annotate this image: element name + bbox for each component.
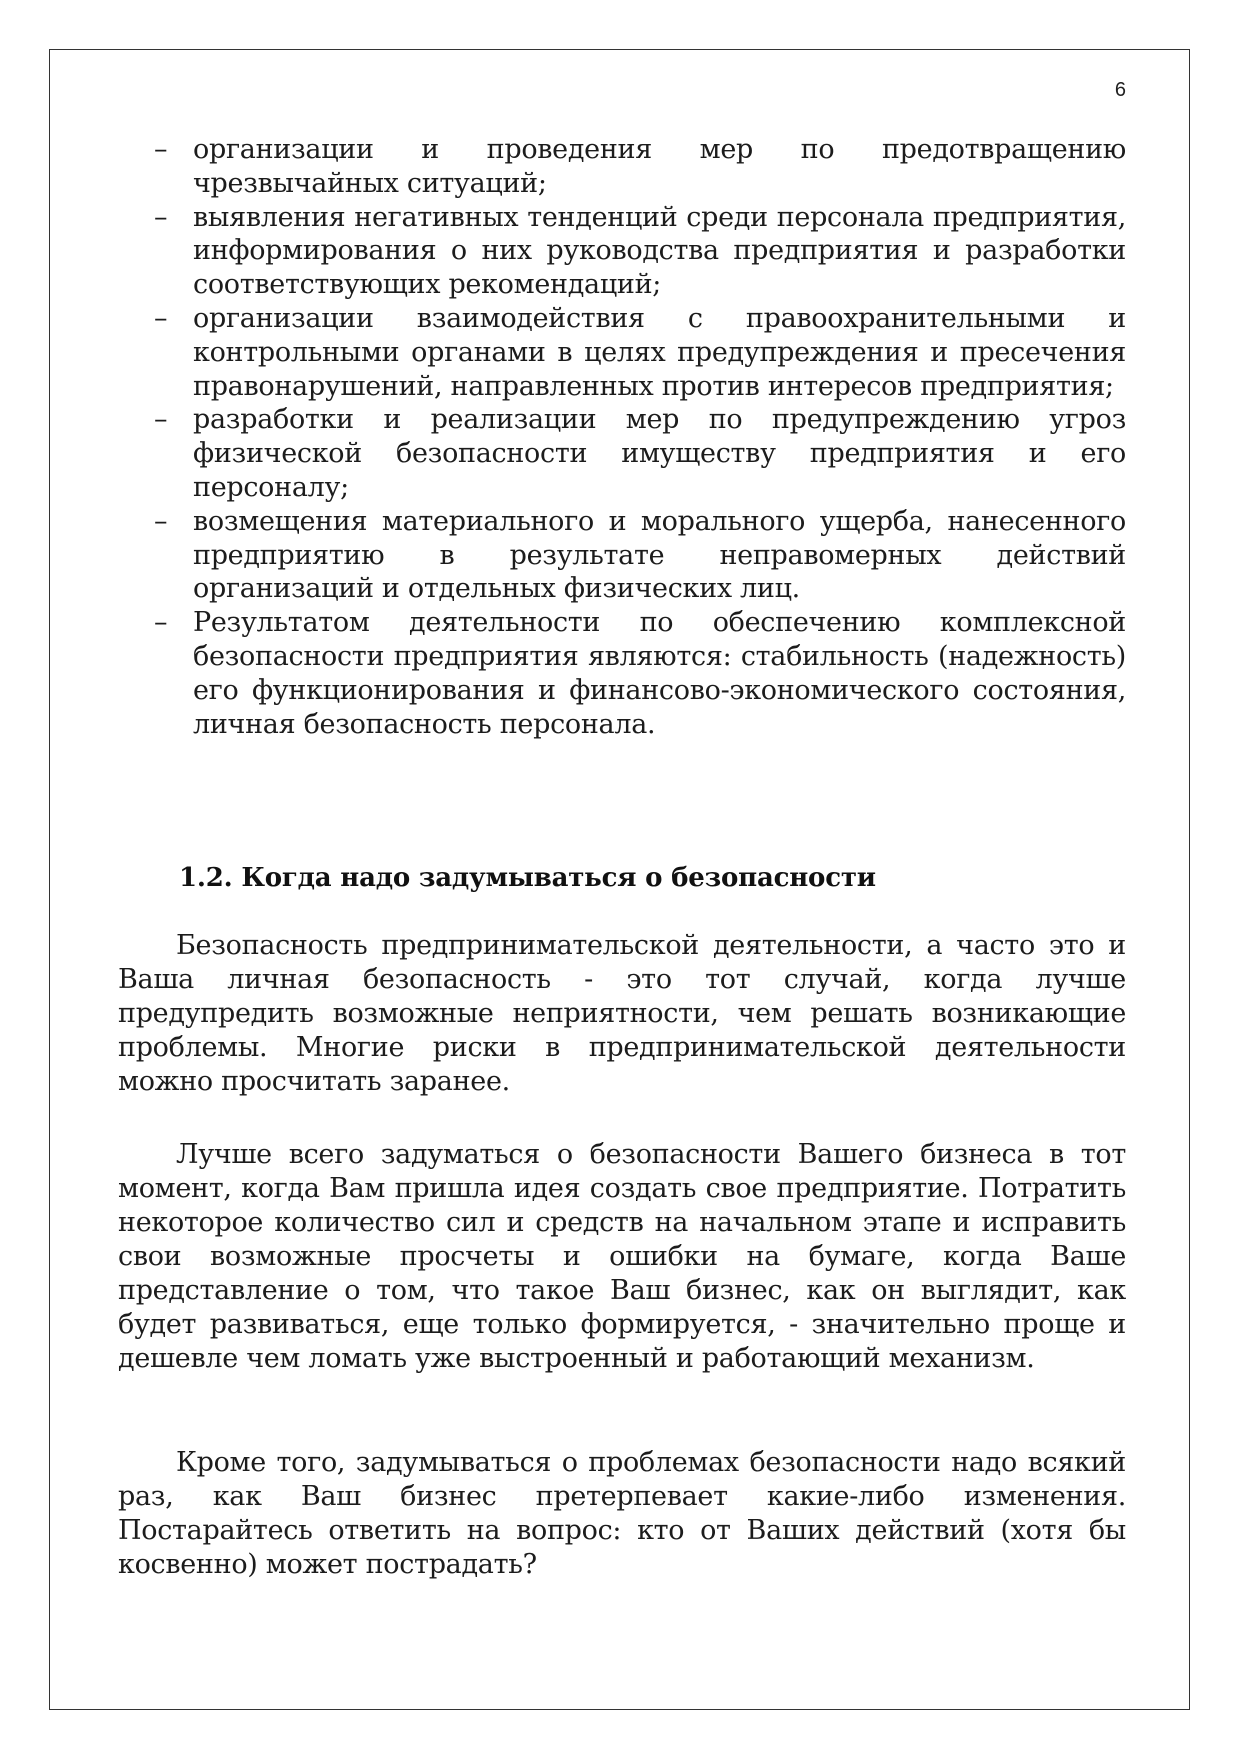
list-dash: –: [154, 404, 168, 436]
body-paragraph: Лучше всего задуматься о безопасности Вашего бизнеса в тот момент, когда Вам пришла идея создать свое предприятие. Потратить некоторое количество сил и средств на начальном этапе и исправить свои возможные просчеты и ошибки на бумаге, когда Ваше представление о том, что такое Ваш бизнес, как он выглядит, как будет развиваться, еще только формируется, - значительно проще и дешевле чем ломать уже выстроенный и работающий механизм.: [118, 1139, 1126, 1374]
list-dash: –: [154, 201, 168, 233]
list-item-text: возмещения материального и морального ущерба, нанесенного предприятию в результате неправомерных действий организаций и отдельных физических лиц.: [193, 505, 1126, 605]
body-paragraph: Безопасность предпринимательской деятельности, а часто это и Ваша личная безопасность - это тот случай, когда лучше предупредить возможные неприятности, чем решать возникающие проблемы. Многие риски в предпринимательской деятельности можно просчитать заранее.: [118, 930, 1126, 1097]
list-item: [154, 133, 1126, 201]
section-heading: 1.2. Когда надо задумываться о безопасности: [179, 863, 876, 893]
list-item: [154, 302, 1126, 403]
list-dash: –: [154, 134, 168, 165]
list-item: [154, 505, 1126, 606]
page-number: 6: [1114, 79, 1126, 101]
body-paragraph: Кроме того, задумываться о проблемах безопасности надо всякий раз, как Ваш бизнес претерпевает какие-либо изменения. Постарайтесь ответить на вопрос: кто от Ваших действий (хотя бы косвенно) может пострадать?: [118, 1447, 1126, 1580]
list-dash: –: [154, 302, 168, 334]
list-item-text: организации взаимодействия с правоохранительными и контрольными органами в целях предупреждения и пресечения правонарушений, направленных против интересов предприятия;: [193, 302, 1126, 402]
bullet-list: [154, 133, 1126, 741]
list-item-text: Результатом деятельности по обеспечению комплексной безопасности предприятия являются: стабильность (надежность) его функционирования и финансово-экономического состояния, личная безопасность персонала.: [193, 607, 1126, 740]
list-dash: –: [154, 505, 168, 537]
list-item: [154, 606, 1126, 741]
list-item: [154, 201, 1126, 302]
list-item: [154, 403, 1126, 504]
list-item-text: организации и проведения мер по предотвращению чрезвычайных ситуаций;: [193, 134, 1126, 199]
list-item-text: выявления негативных тенденций среди персонала предприятия, информирования о них руководства предприятия и разработки соответствующих рекомендаций;: [193, 201, 1126, 301]
list-dash: –: [154, 607, 168, 639]
list-item-text: разработки и реализации мер по предупреждению угроз физической безопасности имуществу предприятия и его персоналу;: [193, 404, 1126, 503]
